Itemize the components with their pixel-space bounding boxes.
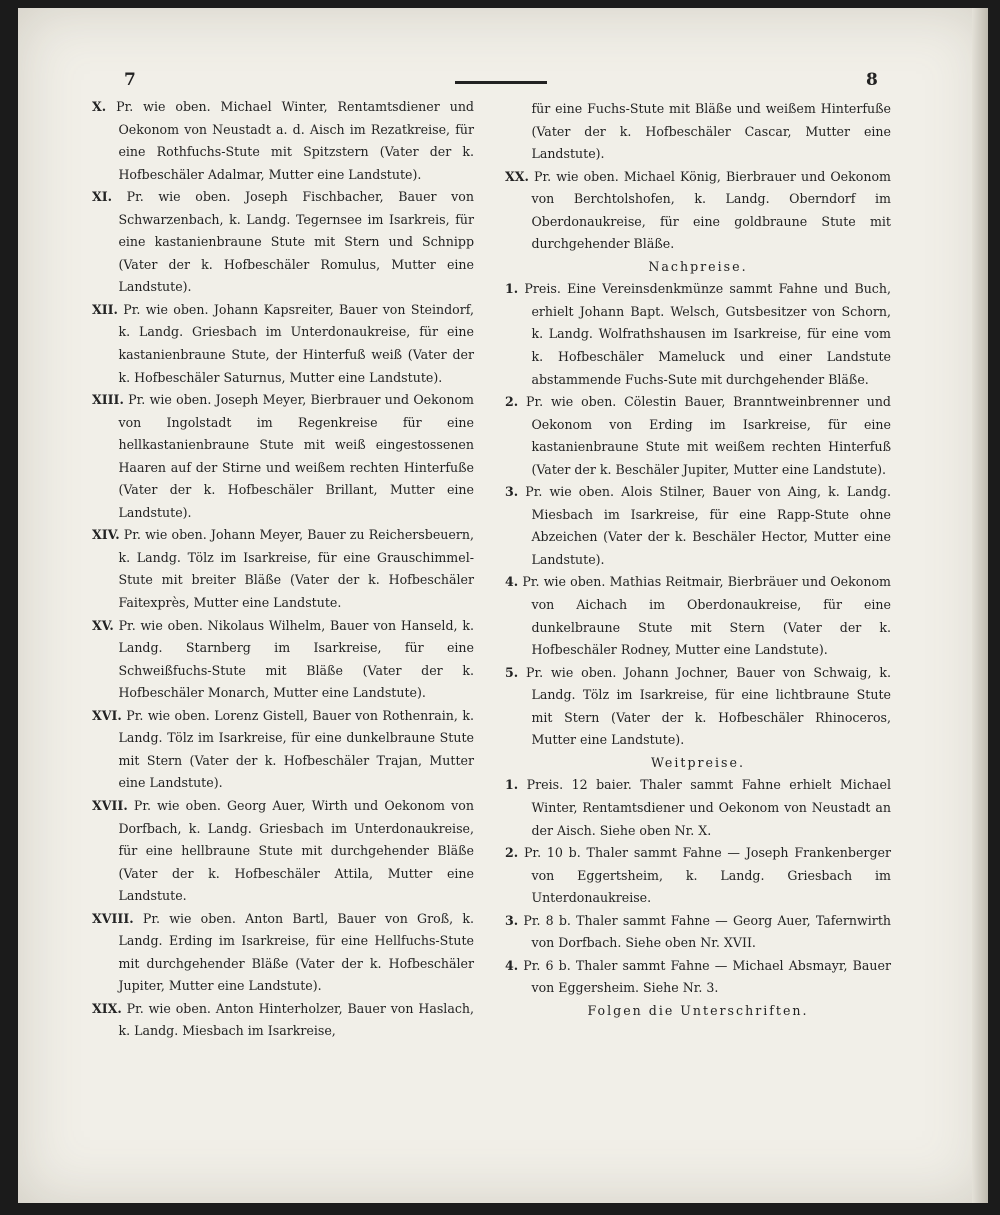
list-item <box>92 524 474 614</box>
list-item <box>92 186 474 299</box>
entry-number: XIV. <box>92 527 120 543</box>
entry-number: XVIII. <box>92 910 134 926</box>
entry-number: XVII. <box>92 797 128 813</box>
list-item <box>92 998 474 1043</box>
entry-number: 3. <box>505 912 519 928</box>
entry-number: 4. <box>505 574 519 590</box>
list-item <box>92 705 474 795</box>
closing-line: Folgen die Unterschriften. <box>587 1002 809 1018</box>
entry-number: XV. <box>92 617 114 633</box>
list-item <box>505 278 891 391</box>
entry-text: Preis. 12 baier. Thaler sammt Fahne erhielt Michael Winter, Rentamtsdiener und Oekonom von Neustadt an der Aisch. Siehe oben Nr. X. <box>526 777 891 838</box>
page-number-left: 7 <box>124 70 136 90</box>
entry-text: Pr. wie oben. Mathias Reitmair, Bierbräuer und Oekonom von Aichach im Oberdonaukreise, für eine dunkelbraune Stute mit Stern (Vater der k. Hofbeschäler Rodney, Mutter eine Landstute). <box>522 574 891 658</box>
list-item <box>505 481 891 571</box>
entry-text: Pr. 10 b. Thaler sammt Fahne — Joseph Frankenberger von Eggertsheim, k. Landg. Griesbach im Unterdonaukreise. <box>523 845 891 906</box>
list-item <box>92 615 474 705</box>
entry-text: Preis. Eine Vereinsdenkmünze sammt Fahne und Buch, erhielt Johann Bapt. Welsch, Gutsbesitzer von Schorn, k. Landg. Wolfrathshausen im Isarkreise, für eine vom k. Hofbeschäler Mameluck und einer Landstute abstammende Fuchs-Sute mit durchgehender Bläße. <box>524 281 891 387</box>
list-item <box>92 795 474 908</box>
entry-text: Pr. wie oben. Lorenz Gistell, Bauer von Rothenrain, k. Landg. Tölz im Isarkreise, für eine dunkelbraune Stute mit Stern (Vater der k. Hofbeschäler Trajan, Mutter eine Landstute). <box>118 707 474 791</box>
list-item <box>92 299 474 389</box>
entry-number: XI. <box>92 189 113 205</box>
list-item <box>505 842 891 910</box>
entry-number: 5. <box>505 664 519 680</box>
left-column <box>92 96 474 1043</box>
list-item <box>505 910 891 955</box>
page-number-right: 8 <box>866 70 878 90</box>
list-item <box>505 955 891 1000</box>
list-item <box>505 166 891 256</box>
entry-text: Pr. wie oben. Johann Jochner, Bauer von Schwaig, k. Landg. Tölz im Isarkreise, für eine lichtbraune Stute mit Stern (Vater der k. Hofbeschäler Rhinoceros, Mutter eine Landstute). <box>526 664 891 748</box>
entry-text: Pr. wie oben. Johann Kapsreiter, Bauer von Steindorf, k. Landg. Griesbach im Unterdonaukreise, für eine kastanienbraune Stute, der Hinterfuß weiß (Vater der k. Hofbeschäler Saturnus, Mutter eine Landstute). <box>118 301 474 385</box>
list-item <box>505 662 891 752</box>
entry-text: Pr. wie oben. Anton Bartl, Bauer von Groß, k. Landg. Erding im Isarkreise, für eine Hellfuchs-Stute mit durchgehender Bläße (Vater der k. Hofbeschäler Jupiter, Mutter eine Landstute). <box>118 910 474 994</box>
entry-text: Pr. wie oben. Michael König, Bierbrauer und Oekonom von Berchtolshofen, k. Landg. Oberndorf im Oberdonaukreise, für eine goldbraune Stute mit durchgehender Bläße. <box>531 168 891 252</box>
entry-text: Pr. wie oben. Cölestin Bauer, Branntweinbrenner und Oekonom von Erding im Isarkreise, für eine kastanienbraune Stute mit weißem rechten Hinterfuß (Vater der k. Beschäler Jupiter, Mutter eine Landstute). <box>526 394 891 477</box>
entry-text: Pr. wie oben. Michael Winter, Rentamtsdiener und Oekonom von Neustadt a. d. Aisch im Rezatkreise, für eine Rothfuchs-Stute mit Spitzstern (Vater der k. Hofbeschäler Adalmar, Mutter eine Landstute). <box>116 99 474 182</box>
page-edge <box>972 8 988 1203</box>
continuation-text: für eine Fuchs-Stute mit Bläße und weißem Hinterfuße (Vater der k. Hofbeschäler Cascar, Mutter eine Landstute). <box>531 101 891 162</box>
entry-text: Pr. wie oben. Joseph Fischbacher, Bauer von Schwarzenbach, k. Landg. Tegernsee im Isarkreis, für eine kastanienbraune Stute mit Stern und Schnipp (Vater der k. Hofbeschäler Romulus, Mutter eine Landstute). <box>118 189 474 295</box>
section-heading-weitpreise: Weitpreise. <box>651 754 745 770</box>
entry-text: Pr. 6 b. Thaler sammt Fahne — Michael Absmayr, Bauer von Eggersheim. Siehe Nr. 3. <box>523 957 891 996</box>
header-rule <box>455 81 547 84</box>
entry-number: XIX. <box>92 1000 122 1016</box>
entry-number: XIII. <box>92 392 124 408</box>
list-item <box>505 774 891 842</box>
entry-number: 4. <box>505 957 519 973</box>
entry-text: Pr. wie oben. Nikolaus Wilhelm, Bauer von Hanseld, k. Landg. Starnberg im Isarkreise, für eine Schweißfuchs-Stute mit Bläße (Vater der k. Hofbeschäler Monarch, Mutter eine Landstute). <box>118 617 474 701</box>
entry-number: 2. <box>505 394 519 410</box>
list-item <box>92 389 474 524</box>
entry-number: 2. <box>505 845 519 861</box>
section-heading-nachpreise: Nachpreise. <box>648 258 748 274</box>
list-item <box>92 908 474 998</box>
right-column <box>505 98 891 1022</box>
entry-text: Pr. 8 b. Thaler sammt Fahne — Georg Auer, Tafernwirth von Dorfbach. Siehe oben Nr. XVII. <box>523 912 891 951</box>
list-item <box>505 571 891 661</box>
entry-text: Pr. wie oben. Georg Auer, Wirth und Oekonom von Dorfbach, k. Landg. Griesbach im Unterdonaukreise, für eine hellbraune Stute mit durchgehender Bläße (Vater der k. Hofbeschäler Attila, Mutter eine Landstute. <box>118 797 474 904</box>
entry-number: 3. <box>505 484 519 500</box>
entry-number: 1. <box>505 281 519 297</box>
entry-number: XII. <box>92 301 118 317</box>
list-item <box>505 391 891 481</box>
entry-text: Pr. wie oben. Anton Hinterholzer, Bauer von Haslach, k. Landg. Miesbach im Isarkreise, <box>118 1000 474 1039</box>
entry-number: 1. <box>505 777 519 793</box>
entry-number: X. <box>92 99 107 114</box>
entry-number: XVI. <box>92 707 122 723</box>
entry-text: Pr. wie oben. Alois Stilner, Bauer von Aing, k. Landg. Miesbach im Isarkreise, für eine Rapp-Stute ohne Abzeichen (Vater der k. Beschäler Hector, Mutter eine Landstute). <box>525 484 891 567</box>
entry-text: Pr. wie oben. Joseph Meyer, Bierbrauer und Oekonom von Ingolstadt im Regenkreise für eine hellkastanienbraune Stute mit weiß eingestossenen Haaren auf der Stirne und weißem rechten Hinterfuße (Vater der k. Hofbeschäler Brillant, Mutter eine Landstute). <box>118 392 474 520</box>
list-item <box>92 96 474 186</box>
entry-text: Pr. wie oben. Johann Meyer, Bauer zu Reichersbeuern, k. Landg. Tölz im Isarkreise, für eine Grauschimmel-Stute mit breiter Bläße (Vater der k. Hofbeschäler Faitexprès, Mutter eine Landstute. <box>118 527 474 611</box>
entry-number: XX. <box>505 168 529 184</box>
